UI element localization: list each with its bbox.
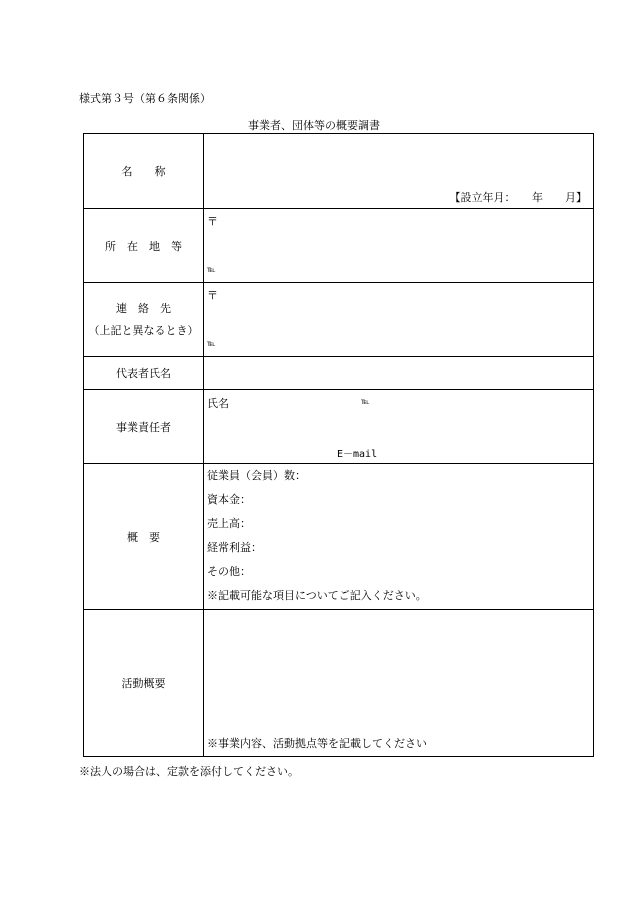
row-responsible [84,390,594,464]
overview-note: ※記載可能な項目についてご記入ください。 [207,589,427,602]
field-overview[interactable] [204,464,594,610]
tel-mark: ℡ [361,397,370,406]
overview-other: その他： [207,565,251,578]
label-address: 所 在 地 等 [84,209,204,283]
email-label: E－mail [337,449,378,460]
field-contact[interactable] [204,283,594,357]
overview-form-table [83,133,594,757]
row-address [84,209,594,283]
tel-mark: ℡ [207,339,216,348]
activity-note: ※事業内容、活動拠点等を記載してください [207,737,427,750]
label-name: 名 称 [84,134,204,209]
overview-employees: 従業員（会員）数： [207,469,306,482]
postal-mark: 〒 [207,215,218,228]
overview-ordinary-profit: 経常利益： [207,541,262,554]
row-contact [84,283,594,357]
overview-capital: 資本金： [207,493,251,506]
form-number: 様式第３号（第６条関係） [79,92,211,105]
label-contact: 連 絡 先 （上記と異なるとき） [84,283,204,357]
field-name[interactable] [204,134,594,209]
row-representative [84,357,594,390]
field-representative[interactable] [204,357,594,390]
label-activity: 活動概要 [84,610,204,757]
field-responsible[interactable] [204,390,594,464]
label-representative: 代表者氏名 [84,357,204,390]
row-name [84,134,594,209]
overview-sales: 売上高： [207,517,251,530]
label-responsible: 事業責任者 [84,390,204,464]
label-overview: 概 要 [84,464,204,610]
row-overview [84,464,594,610]
tel-mark: ℡ [207,265,216,274]
postal-mark: 〒 [207,289,218,302]
founded-date-label: 【設立年月： 年 月】 [449,191,587,204]
name-prefix: 氏名 [207,397,229,410]
field-activity[interactable] [204,610,594,757]
footer-note: ※法人の場合は、定款を添付してください。 [79,765,299,778]
document-title: 事業者、団体等の概要調書 [248,119,380,132]
field-address[interactable] [204,209,594,283]
row-activity [84,610,594,757]
